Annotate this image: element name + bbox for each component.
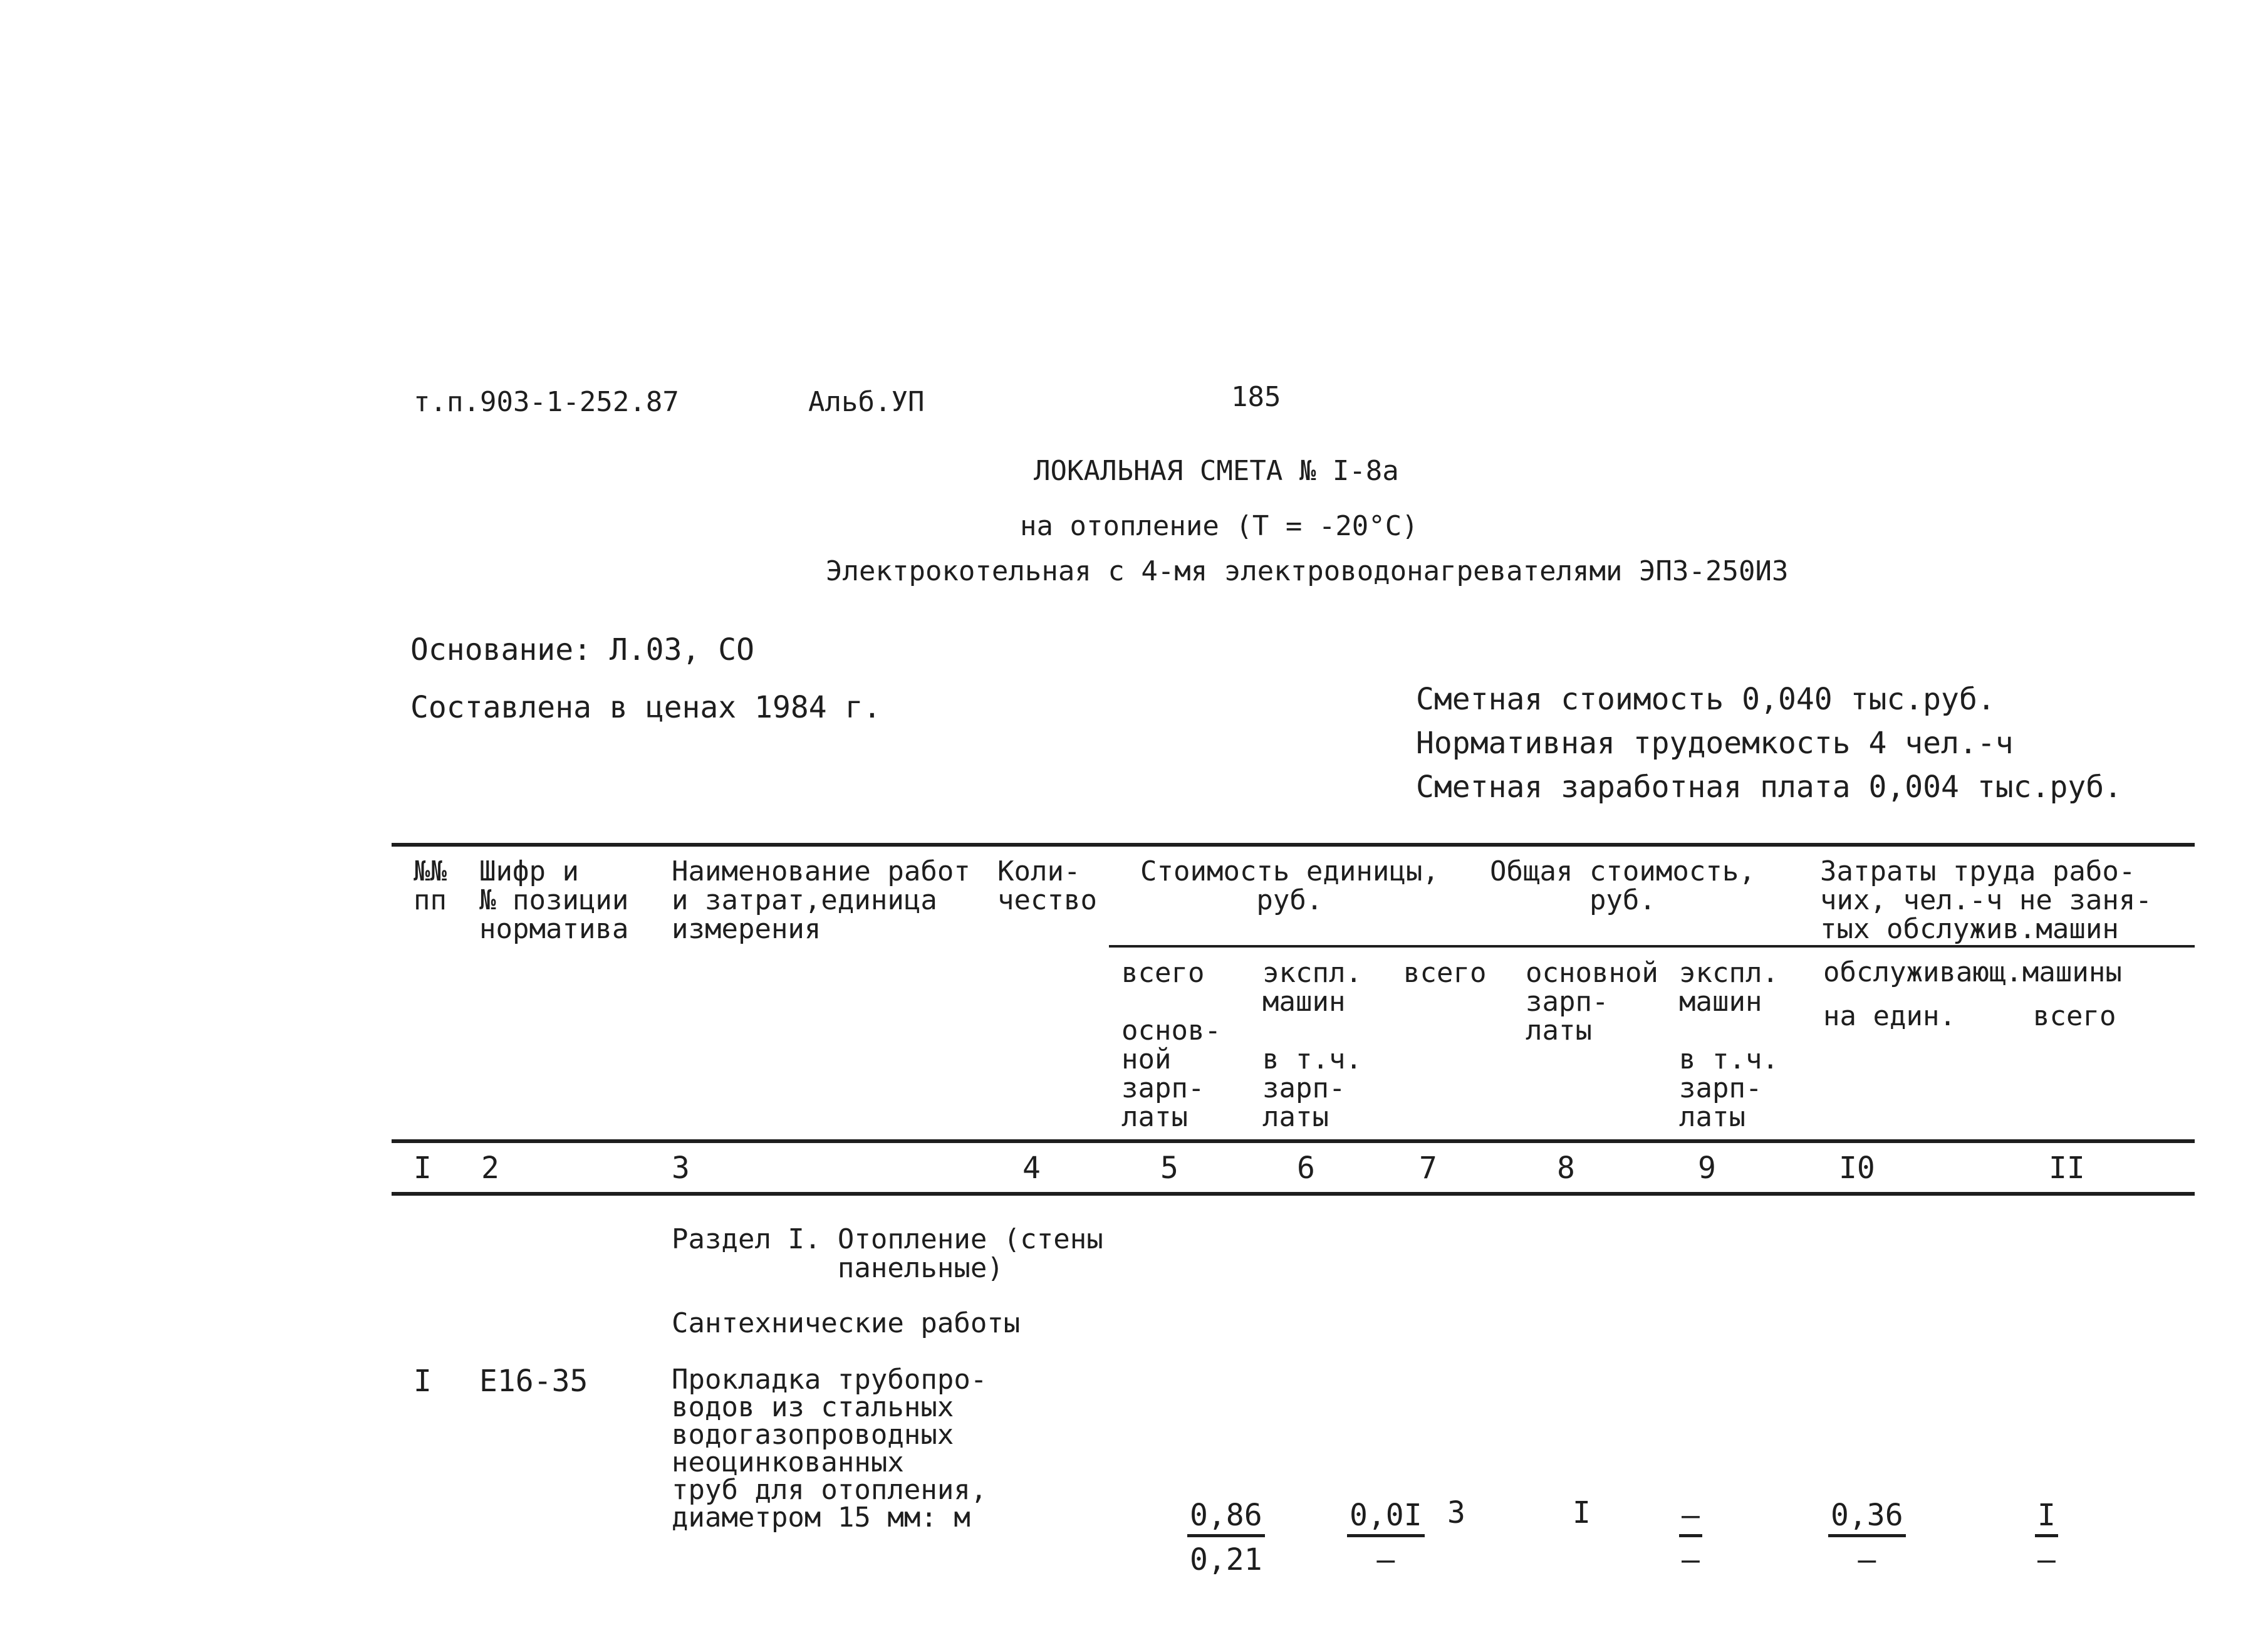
row-total-cost: I xyxy=(1573,1495,1591,1530)
subsection-title: Сантехнические работы xyxy=(672,1307,1021,1339)
row-machine-cost-fraction xyxy=(1347,1498,1425,1577)
row-total-machines-fraction xyxy=(1679,1498,1702,1577)
row-total-machines: – xyxy=(1682,1542,1700,1577)
row-quantity: 3 xyxy=(1447,1495,1465,1530)
estimate-object: Электрокотельная с 4-мя электроводонагревателями ЭПЗ-250И3 xyxy=(826,555,1789,587)
row-code: Е16-35 xyxy=(479,1364,588,1399)
column-number-9: 9 xyxy=(1698,1151,1716,1186)
row-total-wage: – xyxy=(1679,1498,1702,1537)
row-labor-unit-fraction xyxy=(1828,1498,1906,1577)
document-code: т.п.903-1-252.87 xyxy=(414,386,679,418)
col-header-quantity: Коли- чество xyxy=(997,855,1097,916)
row-labor-unit: 0,36 xyxy=(1828,1498,1906,1537)
col-header-labor-unit: на един. xyxy=(1823,1000,1956,1032)
row-machine-wage: – xyxy=(1376,1542,1395,1577)
col-header-labor: Затраты труда рабо- чих, чел.-ч не заня- тых обслужив.машин xyxy=(1820,855,2152,945)
row-unit-cost: 0,86 xyxy=(1187,1498,1265,1537)
column-number-10: I0 xyxy=(1839,1151,1875,1186)
col-header-total-wage: основной зарп- латы xyxy=(1526,957,1658,1047)
section-title: Раздел I. Отопление (стены панельные) xyxy=(672,1223,1103,1284)
column-number-11: II xyxy=(2049,1151,2085,1186)
col-header-num: №№ пп xyxy=(414,855,447,916)
row-labor-total-fraction xyxy=(2035,1498,2058,1577)
row-unit-wage: 0,21 xyxy=(1190,1542,1262,1577)
row-unit-cost-fraction xyxy=(1187,1498,1265,1577)
col-header-labor-sub: обслуживающ.машины xyxy=(1823,956,2122,988)
col-header-total-machines: экспл. машин в т.ч. зарп- латы xyxy=(1679,957,1779,1133)
column-number-7: 7 xyxy=(1419,1151,1437,1186)
summary-labor: Нормативная трудоемкость 4 чел.-ч xyxy=(1416,726,2014,761)
column-number-1: I xyxy=(414,1151,432,1186)
col-header-unit-machines: экспл. машин в т.ч. зарп- латы xyxy=(1262,957,1362,1133)
row-labor-total-sub: – xyxy=(2037,1542,2056,1577)
col-header-code: Шифр и № позиции норматива xyxy=(479,855,629,945)
estimate-subtitle: на отопление (Т = -20°С) xyxy=(1020,510,1418,542)
col-header-total-all: всего xyxy=(1403,957,1487,989)
column-number-3: 3 xyxy=(672,1151,690,1186)
col-header-unit-total: всего основ- ной зарп- латы xyxy=(1121,957,1221,1133)
summary-wage: Сметная заработная плата 0,004 тыс.руб. xyxy=(1416,770,2123,805)
column-numbers-rule xyxy=(392,1192,2195,1196)
col-header-unit-cost: Стоимость единицы, руб. xyxy=(1140,855,1439,916)
column-number-2: 2 xyxy=(481,1151,499,1186)
row-labor-total: I xyxy=(2035,1498,2058,1537)
basis-line: Основание: Л.03, СО xyxy=(410,632,755,667)
estimate-title: ЛОКАЛЬНАЯ СМЕТА № I-8а xyxy=(1034,455,1399,487)
row-labor-unit-sub: – xyxy=(1858,1542,1876,1577)
album-label: Альб.УП xyxy=(808,386,925,418)
column-number-8: 8 xyxy=(1557,1151,1575,1186)
summary-cost: Сметная стоимость 0,040 тыс.руб. xyxy=(1416,682,1995,717)
column-number-5: 5 xyxy=(1160,1151,1178,1186)
row-description: Прокладка трубопро- водов из стальных водогазопроводных неоцинкованных труб для отопления, диаметром 15 мм: м xyxy=(672,1364,987,1533)
col-header-labor-total: всего xyxy=(2033,1000,2116,1032)
row-number: I xyxy=(414,1364,432,1399)
table-top-rule xyxy=(392,843,2195,847)
row-machine-cost: 0,0I xyxy=(1347,1498,1425,1537)
header-bottom-rule xyxy=(392,1139,2195,1143)
prices-year-line: Составлена в ценах 1984 г. xyxy=(410,690,882,725)
page-number: 185 xyxy=(1231,381,1281,413)
col-header-name: Наименование работ и затрат,единица измерения xyxy=(672,855,970,945)
column-number-4: 4 xyxy=(1022,1151,1041,1186)
header-sub-rule xyxy=(1109,945,2195,948)
col-header-total-cost: Общая стоимость, руб. xyxy=(1490,855,1756,916)
column-number-6: 6 xyxy=(1297,1151,1315,1186)
